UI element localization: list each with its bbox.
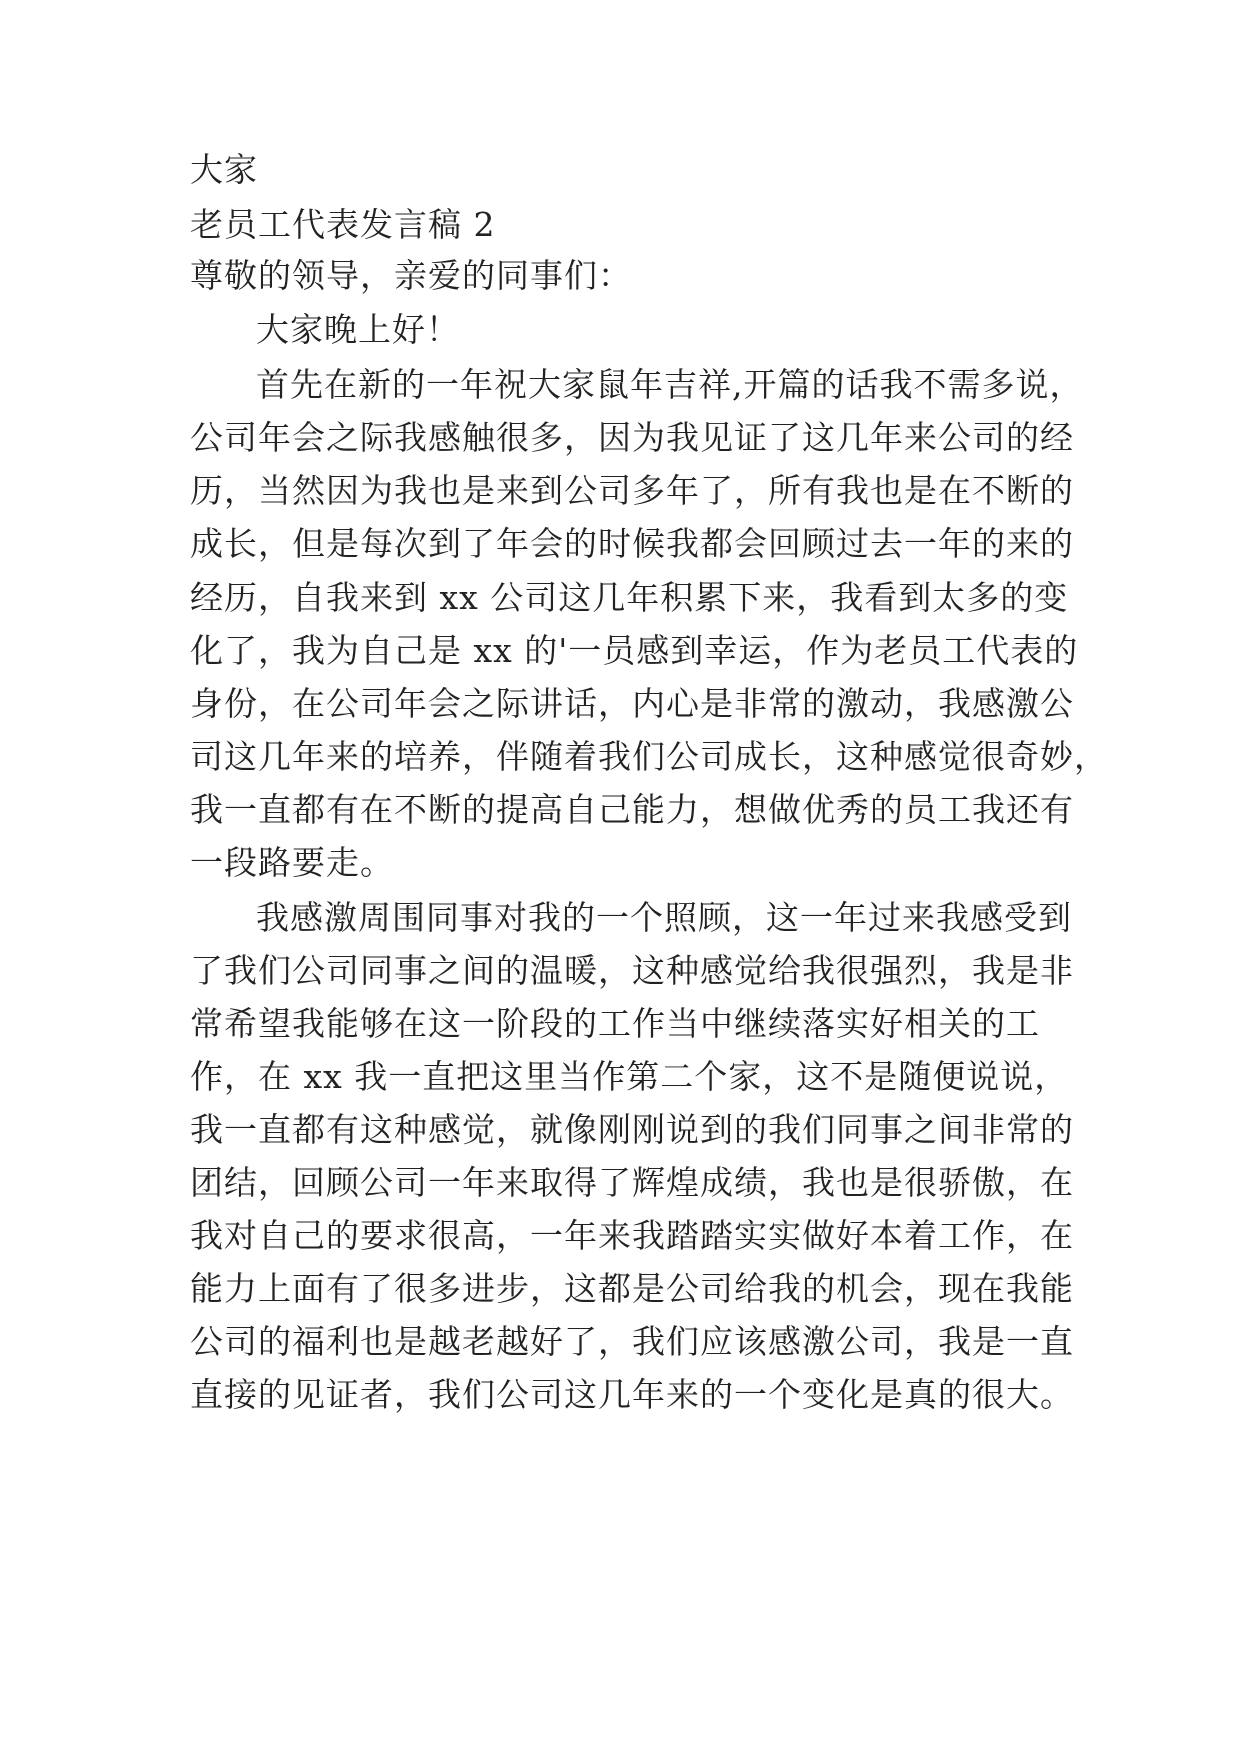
paragraph-line: 首先在新的一年祝大家鼠年吉祥,开篇的话我不需多说，: [256, 365, 1084, 404]
paragraph-line: 司这几年来的培养，伴随着我们公司成长，这种感觉很奇妙，: [190, 737, 1108, 776]
paragraph-line: 常希望我能够在这一阶段的工作当中继续落实好相关的工: [190, 1004, 1040, 1043]
paragraph-line: 能力上面有了很多进步，这都是公司给我的机会，现在我能: [190, 1269, 1074, 1308]
paragraph-line: 成长，但是每次到了年会的时候我都会回顾过去一年的来的: [190, 524, 1074, 563]
paragraph-line: 直接的见证者，我们公司这几年来的一个变化是真的很大。: [190, 1375, 1074, 1414]
greeting: 大家晚上好！: [256, 310, 460, 349]
paragraph-line: 我感激周围同事对我的一个照顾，这一年过来我感受到: [256, 898, 1072, 937]
section-title: 老员工代表发言稿 2: [190, 205, 496, 244]
salutation: 尊敬的领导，亲爱的同事们：: [190, 256, 632, 295]
paragraph-line: 一段路要走。: [190, 843, 394, 882]
paragraph-line: 化了，我为自己是 xx 的'一员感到幸运，作为老员工代表的: [190, 631, 1079, 670]
paragraph-line: 作，在 xx 我一直把这里当作第二个家，这不是随便说说，: [190, 1057, 1069, 1096]
paragraph-line: 我一直都有这种感觉，就像刚刚说到的我们同事之间非常的: [190, 1110, 1074, 1149]
paragraph-line: 公司的福利也是越老越好了，我们应该感激公司，我是一直: [190, 1322, 1074, 1361]
paragraph-line: 身份，在公司年会之际讲话，内心是非常的激动，我感激公: [190, 684, 1074, 723]
paragraph-line: 公司年会之际我感触很多，因为我见证了这几年来公司的经: [190, 418, 1074, 457]
paragraph-line: 经历，自我来到 xx 公司这几年积累下来，我看到太多的变: [190, 578, 1069, 617]
text-line: 大家: [190, 150, 258, 189]
paragraph-line: 团结，回顾公司一年来取得了辉煌成绩，我也是很骄傲，在: [190, 1163, 1074, 1202]
paragraph-line: 我一直都有在不断的提高自己能力，想做优秀的员工我还有: [190, 790, 1074, 829]
paragraph-line: 我对自己的要求很高，一年来我踏踏实实做好本着工作，在: [190, 1216, 1074, 1255]
paragraph-line: 历，当然因为我也是来到公司多年了，所有我也是在不断的: [190, 471, 1074, 510]
paragraph-line: 了我们公司同事之间的温暖，这种感觉给我很强烈，我是非: [190, 951, 1074, 990]
